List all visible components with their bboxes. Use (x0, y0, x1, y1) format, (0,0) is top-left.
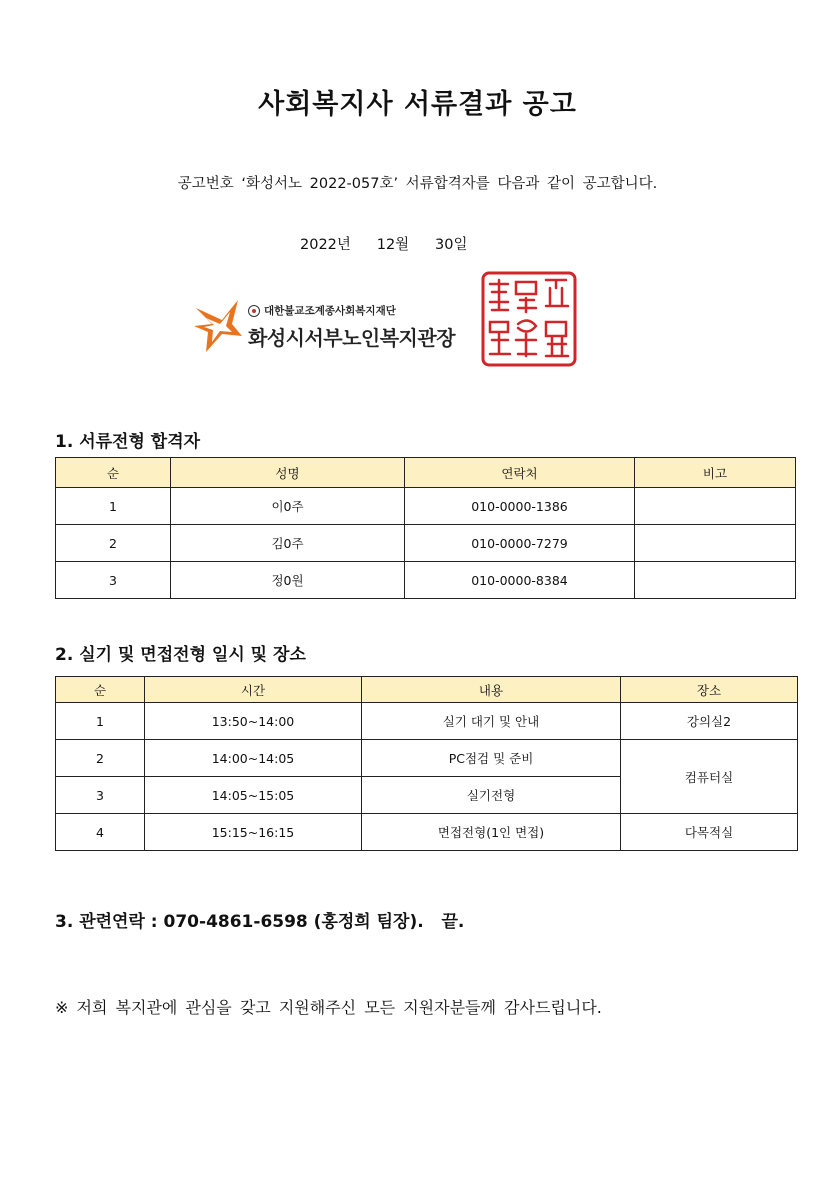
star-logo-icon (192, 298, 244, 354)
contact-line: 3. 관련연락 : 070-4861-6598 (홍정희 팀장). 끝. (55, 912, 465, 932)
table-cell: 1 (56, 703, 145, 740)
table-cell: 3 (56, 777, 145, 814)
official-seal (480, 270, 578, 368)
table-cell: 13:50~14:00 (145, 703, 362, 740)
table-cell (635, 488, 796, 525)
organization-name: 화성시서부노인복지관장 (248, 326, 456, 350)
table-cell (635, 525, 796, 562)
header-cell: 순 (56, 677, 145, 703)
organization-logo (192, 298, 472, 354)
notice-date: 2022년 12월 30일 (300, 237, 468, 253)
table-cell: 실기전형 (362, 777, 621, 814)
header-cell: 성명 (171, 458, 405, 488)
table-cell: 2 (56, 525, 171, 562)
table-cell: 1 (56, 488, 171, 525)
notice-text: 공고번호 ‘화성서노 2022-057호’ 서류합격자를 다음과 같이 공고합니다. (177, 176, 658, 192)
schedule-table (55, 676, 798, 851)
seal-stamp-icon (480, 270, 578, 368)
thanks-note: ※ 저희 복지관에 관심을 갖고 지원해주신 모든 지원자분들께 감사드립니다. (55, 998, 602, 1017)
table-header-row (56, 677, 798, 703)
table-cell: 김0주 (171, 525, 405, 562)
table-row (56, 562, 796, 599)
dharma-wheel-icon (248, 305, 260, 317)
table-cell: 14:05~15:05 (145, 777, 362, 814)
table-cell: 실기 대기 및 안내 (362, 703, 621, 740)
foundation-label: 대한불교조계종사회복지재단 (248, 303, 396, 318)
section2-heading: 2. 실기 및 면접전형 일시 및 장소 (55, 645, 306, 665)
table-cell: 14:00~14:05 (145, 740, 362, 777)
header-cell: 내용 (362, 677, 621, 703)
header-cell: 순 (56, 458, 171, 488)
table-row (56, 740, 798, 777)
table-cell: 강의실2 (621, 703, 798, 740)
table-row (56, 814, 798, 851)
table-cell: 정0원 (171, 562, 405, 599)
table-cell: 컴퓨터실 (621, 740, 798, 814)
applicants-table (55, 457, 796, 599)
table-cell (635, 562, 796, 599)
header-cell: 시간 (145, 677, 362, 703)
table-cell: 이0주 (171, 488, 405, 525)
table-cell: 2 (56, 740, 145, 777)
table-cell: 010-0000-1386 (405, 488, 635, 525)
table-cell: 4 (56, 814, 145, 851)
table-cell: 010-0000-8384 (405, 562, 635, 599)
table-cell: PC점검 및 준비 (362, 740, 621, 777)
table-cell: 3 (56, 562, 171, 599)
table-cell: 15:15~16:15 (145, 814, 362, 851)
header-cell: 장소 (621, 677, 798, 703)
header-cell: 비고 (635, 458, 796, 488)
table-row (56, 525, 796, 562)
section1-heading: 1. 서류전형 합격자 (55, 432, 201, 452)
header-cell: 연락처 (405, 458, 635, 488)
table-cell: 010-0000-7279 (405, 525, 635, 562)
table-row (56, 703, 798, 740)
page-title: 사회복지사 서류결과 공고 (258, 89, 577, 120)
table-header-row (56, 458, 796, 488)
table-row (56, 488, 796, 525)
table-cell: 다목적실 (621, 814, 798, 851)
table-cell: 면접전형(1인 면접) (362, 814, 621, 851)
